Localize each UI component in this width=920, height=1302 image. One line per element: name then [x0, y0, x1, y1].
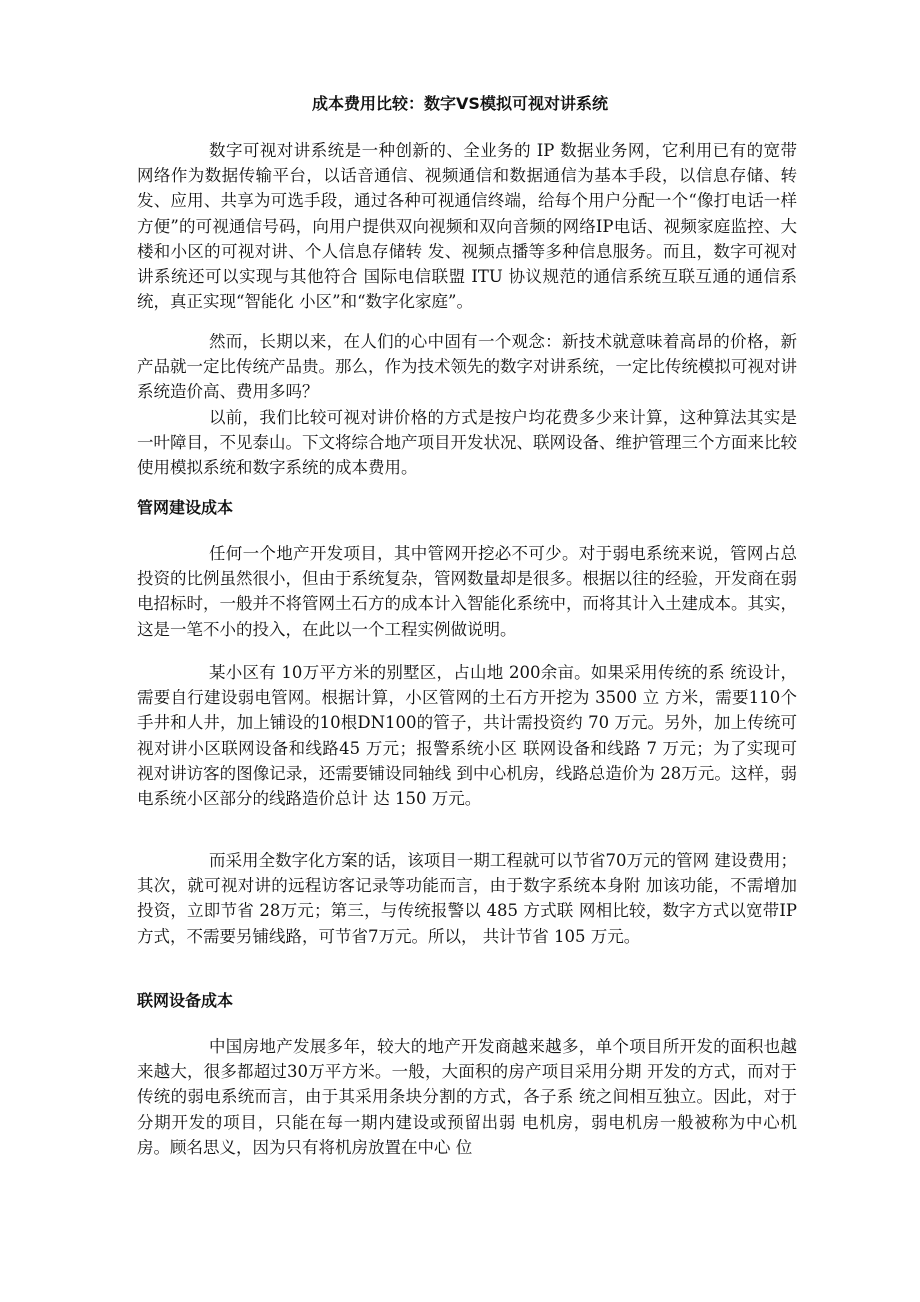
network-equipment-paragraph: 中国房地产发展多年，较大的地产开发商越来越多，单个项目所开发的面积也越来越大，很多都超过30万平方米。一般，大面积的房产项目采用分期 开发的方式，而对于传统的弱电系统而言，由于其采用条块分割的方式，各子系 统之间相互独立。因此，对于分期开发的项目，只能在每一期内建设或预留出弱 电机房，弱电机房一般被称为中心机房。顾名思义，因为只有将机房放置在中心 位 [137, 1037, 797, 1157]
network-construction-paragraph: 任何一个地产开发项目，其中管网开挖必不可少。对于弱电系统来说，管网占总投资的比例虽然很小，但由于系统复杂，管网数量却是很多。根据以往的经验，开发商在弱电招标时，一般并不将管网土石方的成本计入智能化系统中，而将其计入土建成本。其实，这是一笔不小的投入，在此以一个工程实例做说明。 [137, 544, 797, 639]
example-paragraph: 某小区有 10万平方米的别墅区，占山地 200余亩。如果采用传统的系 统设计，需要自行建设弱电管网。根据计算，小区管网的土石方开挖为 3500 立 方米，需要110个手井和人井，加上铺设的10根DN100的管子，共计需投资约 70 万元。另外，加上传统可视对讲小区联网设备和线路45 万元；报警系统小区 联网设备和线路 7 万元；为了实现可视对讲访客的图像记录，还需要铺设同轴线 到中心机房，线路总造价为 28万元。这样，弱电系统小区部分的线路造价总计 达 150 万元。 [137, 663, 797, 809]
method-paragraph: 以前，我们比较可视对讲价格的方式是按户均花费多少来计算，这种算法其实是一叶障目，不见泰山。下文将综合地产项目开发状况、联网设备、维护管理三个方面来比较使用模拟系统和数字系统的成本费用。 [137, 408, 797, 478]
intro-paragraph: 数字可视对讲系统是一种创新的、全业务的 IP 数据业务网，它利用已有的宽带网络作为数据传输平台，以话音通信、视频通信和数据通信为基本手段，以信息存储、转发、应用、共享为可选手段，通过各种可视通信终端，给每个用户分配一个“像打电话一样方便”的可视通信号码，向用户提供双向视频和双向音频的网络IP电话、视频家庭监控、大楼和小区的可视对讲、个人信息存储转 发、视频点播等多种信息服务。而且，数字可视对讲系统还可以实现与其他符合 国际电信联盟 ITU 协议规范的通信系统互联互通的通信系统，真正实现“智能化 小区”和“数字化家庭”。 [137, 141, 797, 312]
question-paragraph: 然而，长期以来，在人们的心中固有一个观念：新技术就意味着高昂的价格，新产品就一定比传统产品贵。那么，作为技术领先的数字对讲系统，一定比传统模拟可视对讲系统造价高、费用多吗？ [137, 332, 797, 402]
digital-savings-paragraph: 而采用全数字化方案的话，该项目一期工程就可以节省70万元的管网 建设费用；其次，就可视对讲的远程访客记录等功能而言，由于数字系统本身附 加该功能，不需增加投资，立即节省 28万元；第三，与传统报警以 485 方式联 网相比较，数字方式以宽带IP方式，不需要另铺线路，可节省7万元。所以， 共计节省 105 万元。 [137, 851, 797, 946]
section-heading-network-equipment: 联网设备成本 [137, 991, 234, 1010]
document-title: 成本费用比较：数字VS模拟可视对讲系统 [312, 94, 608, 113]
section-heading-network-construction: 管网建设成本 [137, 498, 234, 517]
